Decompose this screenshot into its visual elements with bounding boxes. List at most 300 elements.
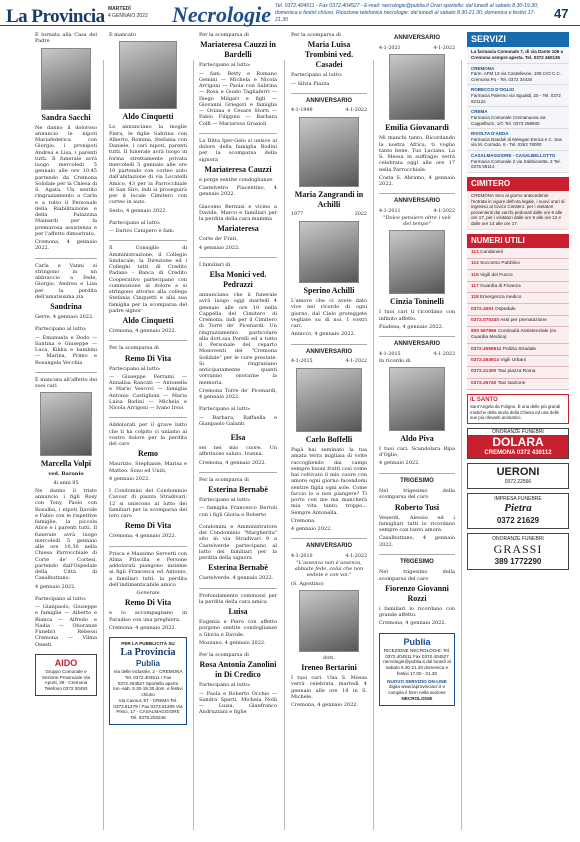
phone-number: 0372.4051: [471, 306, 494, 312]
deceased-name: Mariateresa Cauzzi: [204, 164, 272, 174]
phone-number: 0372.21300: [471, 369, 497, 375]
pharmacy-town: CREMONA: [471, 65, 495, 71]
deceased-name: Esterina Bernabè: [208, 563, 268, 573]
mourners-intro: Partecipano al lutto:: [109, 219, 161, 226]
deceased-name: Marcella Volpi: [40, 459, 92, 469]
deceased-name: Esterina Bernabè: [208, 485, 268, 494]
useful-number-row: [467, 379, 569, 390]
quote-author: (S. Agostino): [291, 580, 324, 587]
pharmacy-text: Farmacia Dandoli di Melegari Enrica e C. Sas via M. Corrado, 6 - Tel. 0363 78000: [471, 136, 563, 148]
condolence-text: Profondamente commossi per la perdita della cara amica: [199, 592, 277, 605]
trigesimo-text: Nel trigesimo della scomparsa del caro: [379, 569, 455, 582]
deceased-name: Emilia Giovanardi: [385, 123, 449, 133]
condolence-sandrina: [35, 263, 97, 321]
pharmacy-item: [467, 129, 569, 151]
ad-dolara: [467, 428, 569, 459]
mourners-intro: Partecipano al lutto:: [199, 682, 251, 689]
pharmacy-text: Farmacia Comunale Cremanuova via Cappellazzi, 1/C Tel. 0373 258600: [471, 114, 546, 126]
mourners-names: — Gianpaolo, Giuseppe e famiglie — Alberto e Bianca — Alfredo e Nadia — Onoranze Funebri Rebessi Cremona — Vilma Onesti: [35, 604, 97, 648]
services-column: [462, 30, 574, 572]
anniversary-date: Costa S. Abramo, 4 gennaio 2022.: [379, 174, 455, 188]
obituary-intro: È tornata alla Casa del Padre: [35, 32, 97, 45]
condolence-text: La Ditta Iper-Gelo si unisce al dolore della famiglia Bodini per la scomparsa della signora: [199, 137, 277, 163]
phone-number: 117: [471, 283, 479, 289]
trigesimo-rozzi: [379, 559, 455, 627]
condolence-date: 4 gennaio 2022.: [109, 475, 150, 482]
date-to: 4-1-2022: [345, 359, 367, 365]
condolence-date: Mozzano, 4 gennaio 2022.: [199, 639, 266, 646]
useful-number-row: [467, 304, 569, 315]
mourners-intro: Partecipano al lutto:: [109, 365, 161, 372]
deceased-name: Elsa: [230, 433, 246, 442]
condolence-margherita: [199, 524, 277, 582]
pharmacy-town: RIVOLTA D'ADDA: [471, 131, 509, 137]
mourners-names: — Barbara, Raffaella e Gianpaolo Galanti: [199, 414, 277, 427]
obituary-text: Ne danno il triste annuncio i figli Rosy con Tony, Paolo con Rosalba, i nipoti Davide e Fabio con le rispettive famiglie, la piccola Alice e i parenti tutti. Il funerale avrà luogo mercoledì 5 gennaio alle ore 10,30 nella Chiesa Parrocchiale di Corte de' Cortesi, partendo dall'Ospedale della Città di Casalbuttano.: [35, 487, 97, 582]
useful-number-row: [467, 356, 569, 367]
year-from: 1977: [291, 212, 304, 218]
phone-number: 0372.454914: [471, 358, 500, 364]
obituary-sacchi: [35, 32, 97, 252]
section-title: Necrologie: [172, 2, 271, 27]
publia-section: NECROLOGIE: [401, 695, 433, 701]
condolence-luisa: [199, 593, 277, 647]
divider: [379, 473, 455, 474]
anniversary-text: I tuoi cari. Scandolara Ripa d'Oglio,: [379, 445, 455, 459]
mourners-cauzzi: [199, 32, 277, 127]
deceased-name: Sperino Achilli: [303, 286, 355, 296]
services-heading: SERVIZI: [467, 32, 569, 47]
portrait-photo: [119, 41, 177, 109]
portrait-photo: [299, 590, 359, 652]
useful-number-row: [467, 293, 569, 304]
condolence-date: Cremona, 4 gennaio 2022.: [109, 624, 177, 631]
issue-date: [108, 6, 148, 19]
aido-logo: AIDO: [54, 657, 78, 668]
mourners-trombini: [291, 32, 367, 87]
ad-name: Pietra: [504, 501, 532, 514]
pharmacy-town: CASALMAGGIORE - CASALBELLOTTO: [471, 153, 556, 158]
condolence-text: e porge sentite condoglianze.: [199, 176, 274, 183]
deceased-name: Cinzia Toninelli: [389, 297, 445, 307]
pharmacy-list: [467, 64, 569, 173]
condolence-date: Castelvetro Piacentino, 4 gennaio 2022.: [199, 185, 277, 198]
condolence-text: I Condomini del Condominio Cavour di piazza Stradivari, 12 si uniscono al lutto dei familiari per la scomparsa del loro caro: [109, 488, 187, 519]
mourners-names: — Silvia Piazza: [291, 80, 330, 87]
ad-heading: ONORANZE FUNEBRI: [492, 535, 544, 542]
deceased-name: Mariateresa Cauzzi in Bardelli: [200, 40, 276, 60]
column-2: [104, 30, 192, 727]
column-5: [374, 30, 460, 708]
anniversary-text: L'amore che ci avete dato vive nel ricordo di ogni giorno, dal Cielo proteggete vegliate su di noi. I vostri cari.: [291, 298, 367, 330]
date-to: 4-1-2022: [345, 553, 367, 559]
deceased-name: Remo Di Vita: [124, 521, 172, 531]
publia-box: [379, 633, 455, 706]
anniversary-bertarini: [291, 543, 367, 708]
condolence-bernusi: [199, 204, 277, 251]
trigesimo-heading: TRIGESIMO: [400, 477, 434, 484]
phone-number: 112: [471, 249, 479, 255]
trigesimo-date: Casalbuttano, 4 gennaio 2022.: [379, 535, 455, 548]
deceased-name: Sandra Sacchi: [41, 112, 91, 122]
anniversary-date: 4 gennaio 2022.: [379, 460, 420, 467]
phone-number: 0372.4555511: [471, 346, 502, 352]
mourners-list: [35, 596, 97, 648]
condolence-text: Condomini e Amministratore del Condominio "Margherita" sito in via Stradivari 9 a Castelverde partecipano al lutto dei familiari per la perdita della signora: [199, 523, 277, 561]
saint-heading: IL SANTO: [470, 396, 498, 403]
ad-phone: 0372 21629: [496, 515, 540, 525]
deceased-name: Ireneo Bertarini: [301, 663, 357, 673]
mourners-names: — fam. Betty e Romano Gemini — Michela e Nicola Arrigoni — Paola con Sabrina — Rosa e Guido Tagliaferri — Diego Milgari e figli — Giovanni Griegori e famiglia — Oriana e Cesare Storti — Fabio Filippini — Barbara Colfi — Mariarosa Grazioli: [199, 70, 277, 127]
contact-info: Tel. 0372.404511 - Fax 0372.404527 - E-mail: necrologie@publia.it Orari sportello: dal lunedì al sabato 8.30-19.30; domenica e festivi chiuso. Ricezione telefonica necrologie: dal lunedì al sabato 8.30-21.30; domenica e festivi 17-21.30: [275, 3, 539, 24]
divider: [109, 340, 187, 341]
mourners-intro: Per la scomparsa di: [109, 345, 159, 352]
saint-box: [467, 394, 569, 424]
anniversary-text: I tuoi cari. Una S. Messa verrà celebrata martedì 4 gennaio alle ore 18 in S. Michele.: [291, 675, 367, 700]
deceased-name: Maria Luisa Trombini ved. Casadei: [304, 40, 354, 70]
mourners-bernabe: [199, 477, 277, 518]
mourners-intro: Per la scomparsa di: [291, 32, 341, 38]
number-label: Taxi stazione: [497, 380, 526, 386]
number-label: Guardia di Finanza: [480, 283, 521, 289]
mourners-intro: Partecipano al lutto:: [199, 406, 251, 413]
publia-logo: Publia: [403, 636, 431, 647]
pharmacy-item: [467, 107, 569, 129]
useful-number-row: [467, 248, 569, 259]
divider: [199, 588, 277, 589]
anniversary-heading: ANNIVERSARIO: [393, 198, 440, 205]
mourners-list: [35, 326, 97, 366]
condolence-elsa: [199, 433, 277, 466]
obituary-text: Lo annunciano la moglie Piera, le figlie Sabrina con Alberto, Romina, Stefania con Daniele, i cari nipoti, parenti tutti. Il funerale avrà luogo in forma strettamente privata mercoledì 5 gennaio alle ore 10 partendo con corteo auto dall'abitazione di via Locatelli Amico, 43 per la Parrocchiale di San Siro, indi si proseguirà per il locale Cimitero con corteo in auto.: [109, 124, 187, 206]
anniversary-heading: ANNIVERSARIO: [305, 348, 352, 355]
phone-number: 115: [471, 272, 479, 278]
condolence-text: e lo accompagnano in Paradiso con una preghiera.: [109, 610, 187, 623]
useful-number-row: [467, 327, 569, 344]
pharmacy-text: Farmacia Palermo via Sgualdi, 20 - Tel. 0372 921122: [471, 93, 561, 104]
mourners-intro: Per la scomparsa di: [199, 476, 249, 483]
pharmacy-item: [467, 64, 569, 86]
deceased-title: Generale: [136, 590, 160, 596]
anniversary-dates: [291, 108, 367, 114]
publia-online-text: digita www.laprovinciacr.it e compila il form nella sezione: [388, 684, 446, 696]
anniversary-text: Papà hai seminato la tua amata terra migliaia di volte raccogliendo dai campi sempre buoni frutti così come hai coltivato il mio cuore con amore ogni giorno facendomi sentire figlia ogni sole. Come faccio io a non piangere? Ti porto con me ma mancherà mia vita tanto, troppo... Sempre Antonella.: [291, 447, 367, 516]
pharmacy-item: [467, 151, 569, 173]
number-label: Polizia Stradale: [502, 346, 537, 352]
ad-name: GRASSI: [493, 541, 543, 556]
date-from: 4-1-2011: [379, 208, 401, 214]
trigesimo-text: i familiari lo ricordano con grande affetto.: [379, 605, 455, 619]
anniversary-dates: [379, 46, 455, 52]
condolence-text: Giacomo Bernusi e vicino a Davide, Marco e familiari per la perdita della cara mamma: [199, 203, 277, 222]
anniversary-quote: "L'assenza non è assenza, abbiate fede, colui che non vedete è con voi.": [294, 559, 364, 579]
number-label: Emergenza medico: [480, 295, 522, 301]
date-from: 4-1-2021: [379, 45, 401, 51]
column-4: [286, 30, 372, 716]
phone-number: 0372.070340: [471, 317, 500, 323]
anniversary-piva: [379, 341, 455, 466]
mourners-zanolini: [199, 652, 277, 716]
anniversary-text: Mi manchi tanto. Ricordando la nostra Africa, ti voglio tanto bene. Tuo Luciano. La S. Messa in suffragio verrà celebrata oggi alle ore 17 nella Parrocchiale.: [379, 135, 455, 173]
column-3: [194, 30, 282, 724]
condolence-text: Prisca e Massimo Servetti con Alina Priscilla e Persone addolorati piangono insieme ai figli Francesca ed Antonio, a familiari tutti, la perdita dell'indimenticabile amico: [109, 550, 187, 588]
number-label: Soccorso Pubblico: [480, 261, 520, 267]
anniversary-heading: ANNIVERSARIO: [393, 341, 440, 348]
obituary-date: 4 gennaio 2022.: [35, 583, 76, 590]
mourners-di-vita: [109, 345, 187, 411]
divider: [199, 133, 277, 134]
obituary-volpi: [35, 377, 97, 590]
portrait-photo: [40, 392, 92, 456]
condolence-servetti: [109, 551, 187, 632]
portrait-photo: [299, 221, 359, 283]
newspaper-brand: La Provincia: [6, 6, 105, 27]
condolence-credito-padano: [109, 245, 187, 334]
obituary-intro: È mancata all'affetto dei suoi cari: [35, 376, 97, 389]
deceased-name: Remo: [138, 449, 158, 459]
deceased-age: di anni 95: [53, 479, 79, 486]
mourners-intro: Partecipano al lutto:: [199, 497, 251, 503]
advertising-brand: La Provincia: [120, 646, 176, 658]
anniversary-boffelli: [291, 349, 367, 533]
condolence-date: 4 gennaio 2022.: [199, 244, 240, 251]
anniversary-quote: "Dolce pensiero oltre i veli del tempo": [383, 214, 451, 228]
condolence-text: Carla e Vanni si stringono in un abbraccio a Fede, Giorgio, Andrea e Lisa per la perdita dell'amatissima zia: [35, 262, 97, 300]
obituary-cinquetti: [109, 32, 187, 214]
condolence-text: Eugenia e Piero con affetto porgono sentite condoglianze a Gloria e Davide.: [199, 619, 277, 638]
cemetery-heading: CIMITERO: [467, 177, 569, 191]
year-to: 2022: [354, 212, 367, 218]
anniversary-place: Cremona,: [291, 517, 316, 524]
useful-number-row: [467, 259, 569, 270]
deceased-name: Fiorenzo Giovanni Rozzi: [385, 583, 449, 603]
divider: [109, 417, 187, 418]
issue-day: MARTEDÌ: [108, 6, 131, 12]
mourners-intro: Partecipano al lutto:: [35, 595, 87, 602]
obituary-intro: I familiari di: [199, 261, 231, 268]
publia-online-title: NUOVO SERVIZIO ON-LINE: [387, 678, 447, 684]
useful-number-row: [467, 344, 569, 355]
mourners-intro: Partecipano al lutto:: [291, 72, 343, 79]
deceased-name: Mariateresa: [217, 224, 259, 234]
deceased-name: Elsa Monici ved. Pedrazzi: [209, 270, 267, 289]
divider: [199, 472, 277, 473]
page-header: [0, 0, 580, 26]
ad-name: UERONI: [496, 465, 540, 478]
date-to: 4-1-2022: [345, 108, 367, 114]
ad-heading: ONORANZE FUNEBRI: [492, 428, 544, 435]
saint-text: Sant'Angela da Foligno. È una delle più grandi mistiche della storia della Chiesa ed una delle sue più rilevanti animatrici.: [470, 404, 561, 421]
date-from: 4-1-2015: [379, 351, 401, 357]
deceased-name: Aldo Cinquetti: [122, 112, 174, 122]
condolence-text: Addolorati per il grave lutto che ti ha colpito ci uniamo al vostro dolore per la perdita del caro: [109, 422, 187, 447]
useful-number-row: [467, 367, 569, 378]
trigesimo-heading: TRIGESIMO: [400, 558, 434, 565]
pharmacy-town: ROBECCO D'OGLIO: [471, 87, 515, 93]
mourners-names: — Giuseppe Ferrami — Annalisa Rancati — Antonella e Mario Vescovi — famiglia Antonio Castiglioni — Maria Luisa Bodini — Michela e Nicola Arrigoni — Ivano Irsoi: [109, 373, 187, 411]
divider: [379, 193, 455, 194]
mourners-intro: Per la scomparsa di: [199, 32, 249, 38]
date-to: 4-1-2022: [433, 351, 455, 357]
anniversary-date: Annicco, 4 gennaio 2022.: [291, 331, 356, 338]
column-1: [30, 30, 102, 698]
obituary-text: Ne danno il doloroso annuncio le nipoti Mariafederica con Giorgio, i pronipoti Andrea e Lisa, i parenti tutti. Il funerale avrà luogo mercoledì 5 gennaio alle ore 10,45 partendo da Cremona Solidale per la Chiesa di S. Agata. Un sentito ringraziamento a Carla e a tutto il Personale della Riabilitazione e della Palazzina Mainardi per la premurosa assistenza e per l'affetto dimostrato.: [35, 124, 97, 237]
anniversary-date: 4 gennaio 2022.: [291, 526, 332, 533]
portrait-photo: [41, 48, 91, 110]
deceased-name: Luisa: [228, 607, 248, 616]
number-label: Taxi piazza Roma: [497, 369, 536, 375]
condolence-condominio: [109, 488, 187, 540]
portrait-photo: [299, 117, 359, 187]
number-label: Continuità Assistenziale (ex Guardia Medica): [471, 329, 557, 341]
pharmacy-town: CREMA: [471, 109, 488, 115]
anniversary-years: [291, 212, 367, 218]
obituary-date: Cremona Torre de' Picenardi, 4 gennaio 2022.: [199, 387, 277, 400]
mourners-intro: Partecipano al lutto:: [199, 62, 251, 69]
ad-phone: 389 1772290: [494, 556, 542, 566]
ad-heading: IMPRESA FUNEBRE: [494, 495, 542, 502]
cemetery-text: CREMONA Sino al giorno antecedente l'entrata in vigore dell'ora legale, i nuovi orari di ingresso al Civico Cimitero: per i visitatori provenienti dai varchi pedonali dalle ore 8 alle ore 17, per i visitatori dalle ore 8 alle ore 12 e dalle ore 14 alle ore 17.: [467, 191, 569, 230]
advertising-box: [109, 637, 187, 725]
deceased-name: Roberto Tusi: [394, 502, 440, 512]
pharmacy-item: [467, 85, 569, 107]
deceased-title: dott.: [323, 654, 335, 661]
ad-ueroni: [467, 463, 569, 489]
divider: [291, 538, 367, 539]
ad-phone: CREMONA 0372 430112: [468, 450, 568, 458]
date-from: 4-1-1999: [291, 108, 313, 114]
divider: [379, 336, 455, 337]
deceased-name: Carlo Boffelli: [305, 435, 353, 445]
anniversary-heading: ANNIVERSARIO: [305, 543, 352, 550]
condolence-remo: [109, 422, 187, 482]
deceased-name: Sandrina: [50, 302, 82, 311]
trigesimo-text: Nel trigesimo della scomparsa del caro: [379, 488, 455, 501]
trigesimo-tusi: [379, 478, 455, 548]
deceased-name: Rosa Antonia Zanolini in Di Credico: [199, 660, 277, 680]
advertising-address-2: Via Cavour, 57 - CREMA Tel. 0373.81279 / Fax 0373.81309 Via Pesci, 17 - CASALMAGGIORE Tel. 0375.203248: [113, 697, 183, 721]
mourners-names: — Paola e Roberto Occhio — Sandra Sperti, Michela Nolli — Luisa, Gianfranco Andruzzani e figlie: [199, 690, 277, 716]
publia-contacts: RICEZIONE NECROLOGIE: Tel. 0372.404511 Fax 0372.404527 necrologie@publia.it dal lunedì al sabato 8.30-21.30 domenica e festivi 17.00 - 21.30: [383, 647, 451, 676]
mourners-intro: Partecipano al lutto:: [35, 326, 87, 333]
date-to: 4-1-2022: [433, 208, 455, 214]
ad-grassi: [467, 533, 569, 570]
date-to: 4-1-2022: [433, 45, 455, 51]
useful-number-row: [467, 316, 569, 327]
number-label: Ospedale: [495, 306, 516, 312]
mourners-intro: Per la scomparsa di: [199, 652, 249, 658]
deceased-subtitle: ved. Baronio: [48, 471, 84, 478]
useful-numbers-list: [467, 248, 569, 390]
ad-name: DOLARA: [468, 435, 568, 450]
deceased-name: Aldo Cinquetti: [122, 316, 174, 325]
condolence-date: Cremona, 4 gennaio 2022.: [109, 533, 177, 540]
anniversary-intro: In ricordo di: [379, 357, 411, 364]
obituary-monici: [199, 262, 277, 401]
condolence-date: Cremona, 4 gennaio 2022.: [109, 328, 177, 334]
number-label: Vigili del Fuoco: [480, 272, 513, 278]
portrait-photo: [296, 368, 362, 432]
deceased-name: Aldo Piva: [400, 433, 434, 443]
useful-number-row: [467, 270, 569, 281]
obituary-date: Cremona, 4 gennaio 2022.: [35, 239, 97, 252]
anniversary-zangrandi: [291, 98, 367, 338]
anniversary-dates: [291, 359, 367, 365]
portrait-photo: [389, 230, 445, 294]
mourners-list: [109, 220, 187, 235]
obituary-date: Sesto, 4 gennaio 2022.: [109, 207, 168, 214]
mourners-names: — Enrico Canipero e fam.: [109, 228, 175, 234]
anniversary-giovanardi: [379, 35, 455, 187]
column-divider: [284, 60, 285, 830]
advertising-title: PER LA PUBBLICITÀ SU: [121, 641, 175, 646]
publia-logo: Publia: [135, 659, 160, 669]
condolence-text: sei nei mio cuore. Un affettuoso saluto. Ivanna.: [199, 445, 277, 458]
anniversary-toninelli: [379, 198, 455, 330]
phone-number: 800 567866: [471, 329, 497, 335]
divider: [35, 372, 97, 373]
issue-date-text: 4 GENNAIO 2022: [108, 12, 148, 19]
divider: [109, 546, 187, 547]
divider: [379, 554, 455, 555]
condolence-date: Gerre, 4 gennaio 2022.: [35, 314, 94, 320]
divider: [199, 257, 277, 258]
phone-number: 118: [471, 295, 479, 301]
pharmacy-text: Farm. AFM 13 via Castelleone, 108 C/O C.C. Cremona Po - Tel. 0372 34434: [471, 71, 562, 82]
obituary-text: annunciano che il funerale avrà luogo oggi martedì 4 gennaio alle ore 10 nella Cappella del Cimitero di Cremona, indi per il Cimitero di Torre de' Picenardi. Un ringraziamento particolare alla dott.ssa Porelli ed a tutto il Personale del reparto Monoventi del "Cremona Solidale" per le cure prestate. Si ringraziano anticipatamente quanti vorranno onorarne la memoria.: [199, 292, 277, 386]
mourners-list: [199, 406, 277, 427]
anniversary-heading: ANNIVERSARIO: [393, 35, 440, 41]
condolence-iper-gelo: [199, 138, 277, 198]
trigesimo-date: Cremona, 4 gennaio 2022.: [379, 620, 447, 627]
portrait-photo: [389, 54, 445, 120]
mourners-names: — Emanuela e Dodo — Santina e Giuseppe — Luca, Kikka e bambini — Marina, Primo e Rosangela Vecchia: [35, 334, 97, 366]
condolence-signers: Maurizio, Stephanie, Marisa e Matteo. Sono ed Uniti,: [109, 461, 187, 474]
mourners-names: — famiglia Francesco Bertoli con i figli Gloria e Roberto: [199, 505, 277, 518]
services-intro: La farmacia Comunale 7, di via Dante 106 a Cremona sempre aperta. Tel. 0372 460135: [467, 47, 569, 63]
deceased-name: Remo Di Vita: [124, 598, 172, 608]
divider: [35, 258, 97, 259]
portrait-photo: [389, 367, 445, 431]
divider: [109, 240, 187, 241]
condolence-date: Castelverde, 4 gennaio 2022.: [199, 575, 274, 582]
condolence-text: Il Consiglio di Amministrazione, il Collegio Sindacale, la Direzione ed i Colleghi tutti di Credito Padano - Banca di Credito Cooperativo partecipano con commozione al dolore e si stringono attorno alla collega Stefania Cinquetti e alla sua famiglia per la scomparsa del padre signor: [109, 245, 187, 314]
condolence-place: Corte de' Frati,: [199, 236, 238, 243]
number-label: Asst per prenotazione: [500, 317, 547, 323]
aido-box: [35, 654, 97, 696]
advertising-address: Via delle Industrie, 2 - CREMONA Tel. 0372.404511 / Fax 0372.404527 Sportello aperto lun.-sab. 8.30-19.30 dom. e festivi chiuso: [113, 669, 183, 698]
ad-phone: 0372.22566: [504, 479, 532, 486]
trigesimo-text: Venerdì, Alessio ed i famigliari tutti lo ricordano sempre con tanto amore.: [379, 514, 455, 534]
divider: [291, 344, 367, 345]
useful-numbers-heading: NUMERI UTILI: [467, 234, 569, 248]
date-from: 4-1-2010: [291, 553, 313, 559]
condolence-date: Cremona, 4 gennaio 2022.: [199, 459, 267, 466]
anniversary-heading: ANNIVERSARIO: [305, 97, 352, 104]
useful-number-row: [467, 282, 569, 293]
divider: [291, 93, 367, 94]
anniversary-date: Cremona, 4 gennaio 2022.: [291, 702, 359, 709]
phone-number: 0372.26740: [471, 380, 497, 386]
anniversary-text: I tuoi cari ti ricordano con infinito affetto.: [379, 309, 455, 322]
deceased-name: Maria Zangrandi in Achilli: [294, 190, 364, 210]
obituary-intro: È mancato: [109, 32, 136, 38]
ad-pietra: [467, 493, 569, 529]
deceased-name: Remo Di Vita: [124, 353, 172, 363]
phone-number: 113: [471, 261, 479, 267]
page-number: 47: [554, 6, 569, 21]
date-from: 4-1-2015: [291, 359, 313, 365]
